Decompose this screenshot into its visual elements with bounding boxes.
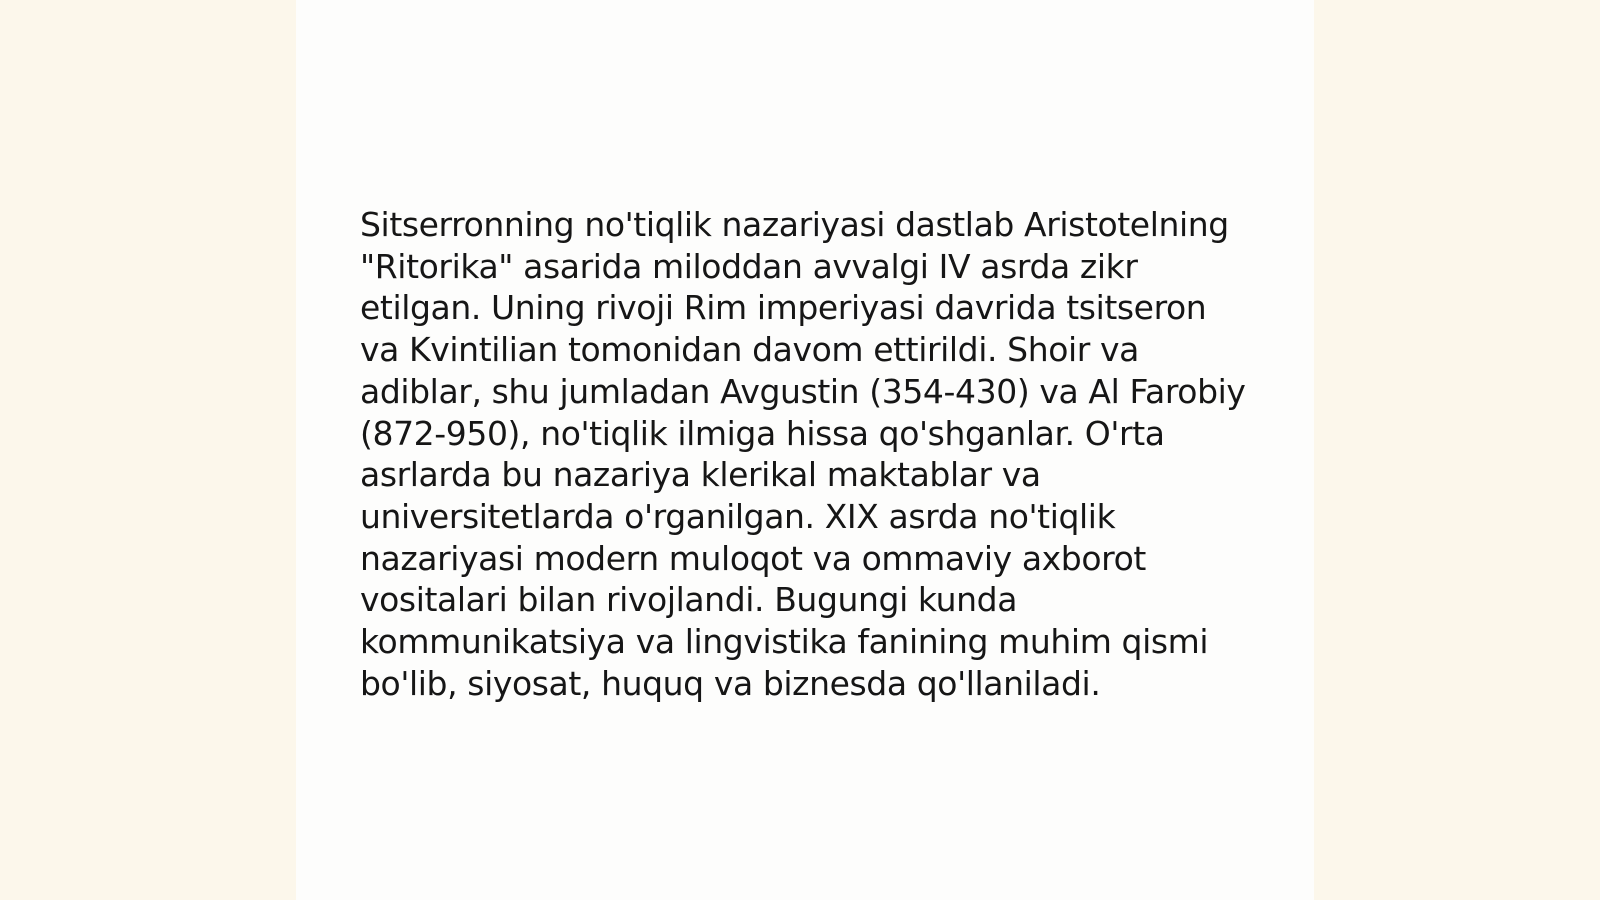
text-line: kommunikatsiya va lingvistika fanining muhim qismi — [360, 622, 1209, 662]
text-line: asrlarda bu nazariya klerikal maktablar va — [360, 455, 1041, 495]
text-line: universitetlarda o'rganilgan. XIX asrda no'tiqlik — [360, 496, 1116, 536]
slide-body-text — [360, 204, 1260, 704]
text-line: vositalari bilan rivojlandi. Bugungi kunda — [360, 580, 1018, 620]
text-line: Sitserronning no'tiqlik nazariyasi dastlab Aristotelning — [360, 205, 1229, 244]
text-line: (872-950), no'tiqlik ilmiga hissa qo'shganlar. O'rta — [360, 413, 1165, 453]
text-line: "Ritorika" asarida miloddan avvalgi IV asrda zikr — [360, 246, 1138, 286]
slide — [296, 0, 1314, 900]
text-line: va Kvintilian tomonidan davom ettirildi. Shoir va — [360, 330, 1139, 370]
text-line: adiblar, shu jumladan Avgustin (354-430) va Al Farobiy — [360, 371, 1246, 411]
text-line: bo'lib, siyosat, huquq va biznesda qo'llaniladi. — [360, 663, 1101, 703]
text-line: etilgan. Uning rivoji Rim imperiyasi davrida tsitseron — [360, 288, 1207, 328]
text-line: nazariyasi modern muloqot va ommaviy axborot — [360, 538, 1146, 578]
